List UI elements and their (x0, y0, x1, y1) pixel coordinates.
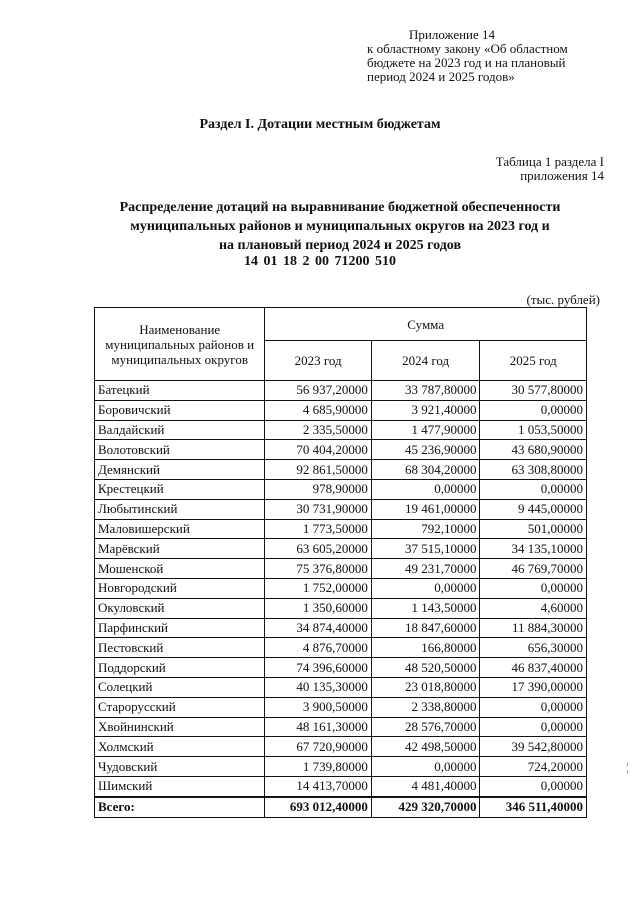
value-2024: 1 477,90000 (371, 420, 480, 440)
title-line-2: муниципальных районов и муниципальных округов на 2023 год и (130, 219, 550, 234)
district-name: Валдайский (95, 420, 265, 440)
section-title: Раздел I. Дотации местным бюджетам (199, 117, 441, 132)
value-2023: 48 161,30000 (265, 717, 371, 737)
value-2024: 429 320,70000 (371, 797, 480, 817)
header-name: Наименование муниципальных районов и муниципальных округов (95, 308, 265, 381)
value-2024: 0,00000 (371, 757, 480, 777)
district-name: Мошенской (95, 559, 265, 579)
value-2024: 23 018,80000 (371, 677, 480, 697)
value-2023: 63 605,20000 (265, 539, 371, 559)
value-2023: 67 720,90000 (265, 737, 371, 757)
value-2023: 75 376,80000 (265, 559, 371, 579)
table-reference (474, 155, 604, 183)
value-2023: 40 135,30000 (265, 677, 371, 697)
appendix-line-1: Приложение 14 (409, 27, 496, 42)
value-2025: 39 542,80000 (480, 737, 587, 757)
table-row (95, 519, 587, 539)
value-2024: 166,80000 (371, 638, 480, 658)
table-row (95, 717, 587, 737)
value-2023: 14 413,70000 (265, 776, 371, 796)
value-2025: 0,00000 (480, 776, 587, 796)
district-name: Марёвский (95, 539, 265, 559)
value-2024: 2 338,80000 (371, 697, 480, 717)
value-2025: 0,00000 (480, 697, 587, 717)
value-2023: 1 350,60000 (265, 598, 371, 618)
value-2025: 501,00000 (480, 519, 587, 539)
table-row (95, 539, 587, 559)
district-name: Батецкий (95, 381, 265, 401)
table-row (95, 638, 587, 658)
value-2024: 33 787,80000 (371, 381, 480, 401)
value-2025: 4,60000 (480, 598, 587, 618)
value-2025: 11 884,30000 (480, 618, 587, 638)
district-name: Пестовский (95, 638, 265, 658)
value-2025: 9 445,00000 (480, 499, 587, 519)
value-2023: 1 773,50000 (265, 519, 371, 539)
district-name: Поддорский (95, 658, 265, 678)
table-row (95, 381, 587, 401)
district-name: Парфинский (95, 618, 265, 638)
value-2025: 30 577,80000 (480, 381, 587, 401)
subsidy-table (94, 307, 587, 818)
header-year-2025: 2025 год (480, 341, 587, 381)
table-row (95, 460, 587, 480)
district-name: Любытинский (95, 499, 265, 519)
district-name: Новгородский (95, 578, 265, 598)
value-2025: 656,30000 (480, 638, 587, 658)
value-2024: 37 515,10000 (371, 539, 480, 559)
district-name: Боровичский (95, 400, 265, 420)
value-2023: 56 937,20000 (265, 381, 371, 401)
value-2025: 34 135,10000 (480, 539, 587, 559)
value-2024: 0,00000 (371, 479, 480, 499)
value-2024: 42 498,50000 (371, 737, 480, 757)
margin-mark: ¦ (626, 760, 629, 774)
table-body (95, 381, 587, 818)
table-ref-line-1: Таблица 1 раздела I (495, 154, 604, 169)
total-row (95, 797, 587, 817)
table-row (95, 440, 587, 460)
table-row (95, 598, 587, 618)
header-year-2024: 2024 год (371, 341, 480, 381)
value-2024: 792,10000 (371, 519, 480, 539)
table-row (95, 737, 587, 757)
appendix-line-3: бюджете на 2023 год и на плановый (367, 55, 566, 70)
title-line-1: Распределение дотаций на выравнивание бюджетной обеспеченности (119, 200, 561, 215)
district-name: Крестецкий (95, 479, 265, 499)
table-row (95, 559, 587, 579)
appendix-line-2: к областному закону «Об областном (367, 41, 568, 56)
table-ref-line-2: приложения 14 (520, 168, 604, 183)
appendix-line-4: период 2024 и 2025 годов» (367, 69, 515, 84)
value-2023: 4 876,70000 (265, 638, 371, 658)
value-2024: 28 576,70000 (371, 717, 480, 737)
value-2024: 45 236,90000 (371, 440, 480, 460)
table-row (95, 776, 587, 796)
value-2023: 30 731,90000 (265, 499, 371, 519)
budget-code: 14 01 18 2 00 71200 510 (244, 254, 396, 269)
value-2023: 1 752,00000 (265, 578, 371, 598)
district-name: Старорусский (95, 697, 265, 717)
value-2024: 19 461,00000 (371, 499, 480, 519)
value-2025: 346 511,40000 (480, 797, 587, 817)
district-name: Шимский (95, 776, 265, 796)
document-title (60, 198, 620, 255)
value-2025: 0,00000 (480, 578, 587, 598)
value-2023: 978,90000 (265, 479, 371, 499)
table-row (95, 578, 587, 598)
district-name: Всего: (95, 797, 265, 817)
value-2025: 43 680,90000 (480, 440, 587, 460)
value-2023: 74 396,60000 (265, 658, 371, 678)
header-sum: Сумма (265, 308, 587, 341)
table-row (95, 677, 587, 697)
district-name: Холмский (95, 737, 265, 757)
value-2023: 70 404,20000 (265, 440, 371, 460)
value-2023: 34 874,40000 (265, 618, 371, 638)
district-name: Солецкий (95, 677, 265, 697)
value-2023: 2 335,50000 (265, 420, 371, 440)
table-row (95, 479, 587, 499)
table-row (95, 658, 587, 678)
value-2025: 63 308,80000 (480, 460, 587, 480)
value-2024: 1 143,50000 (371, 598, 480, 618)
value-2024: 48 520,50000 (371, 658, 480, 678)
value-2025: 0,00000 (480, 479, 587, 499)
header-year-2023: 2023 год (265, 341, 371, 381)
district-name: Маловишерский (95, 519, 265, 539)
table-row (95, 499, 587, 519)
value-2025: 1 053,50000 (480, 420, 587, 440)
value-2024: 3 921,40000 (371, 400, 480, 420)
value-2025: 17 390,00000 (480, 677, 587, 697)
table-row (95, 757, 587, 777)
value-2023: 1 739,80000 (265, 757, 371, 777)
value-2024: 0,00000 (371, 578, 480, 598)
value-2024: 18 847,60000 (371, 618, 480, 638)
district-name: Чудовский (95, 757, 265, 777)
value-2023: 92 861,50000 (265, 460, 371, 480)
units-label: (тыс. рублей) (526, 292, 600, 307)
title-line-3: на плановый период 2024 и 2025 годов (218, 238, 462, 253)
district-name: Демянский (95, 460, 265, 480)
value-2025: 724,20000 (480, 757, 587, 777)
value-2024: 68 304,20000 (371, 460, 480, 480)
value-2024: 4 481,40000 (371, 776, 480, 796)
value-2024: 49 231,70000 (371, 559, 480, 579)
district-name: Хвойнинский (95, 717, 265, 737)
table-row (95, 618, 587, 638)
appendix-note (367, 28, 607, 84)
value-2025: 0,00000 (480, 717, 587, 737)
table-row (95, 697, 587, 717)
value-2025: 46 769,70000 (480, 559, 587, 579)
table-row (95, 420, 587, 440)
district-name: Окуловский (95, 598, 265, 618)
table-row (95, 400, 587, 420)
value-2025: 0,00000 (480, 400, 587, 420)
value-2025: 46 837,40000 (480, 658, 587, 678)
value-2023: 4 685,90000 (265, 400, 371, 420)
value-2023: 693 012,40000 (265, 797, 371, 817)
value-2023: 3 900,50000 (265, 697, 371, 717)
district-name: Волотовский (95, 440, 265, 460)
